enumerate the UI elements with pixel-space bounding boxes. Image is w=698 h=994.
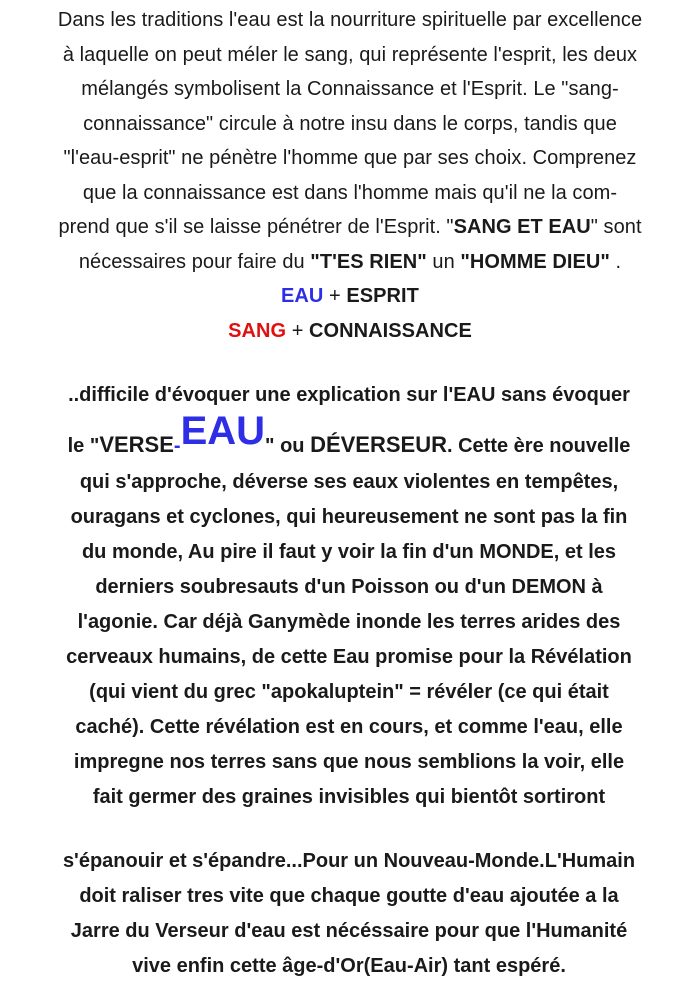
sang-word: SANG	[228, 319, 287, 342]
text-fragment: ou	[274, 435, 311, 457]
text-fragment: le "	[67, 435, 100, 457]
text-fragment: nécessaires pour faire du	[78, 250, 311, 273]
text-line: que la connaissance est dans l'homme mais qu'il ne la com-	[82, 181, 618, 204]
esprit-word: ESPRIT	[346, 285, 419, 307]
verse-eau-line	[2, 409, 696, 465]
text-line: "l'eau-esprit" ne pénètre l'homme que par ses choix. Comprenez	[63, 147, 637, 169]
text-fragment: prend que s'il se laisse pénétrer de l'Esprit. "	[58, 216, 454, 238]
tes-rien-phrase: "T'ES RIEN"	[310, 250, 427, 273]
text-line: du monde, Au pire il faut y voir la fin d'un MONDE, et les	[81, 541, 617, 563]
text-fragment: "	[265, 435, 275, 457]
verseau-paragraph	[2, 378, 696, 815]
text-fragment: " sont	[590, 216, 642, 238]
text-line: vive enfin cette âge-d'Or(Eau-Air) tant espéré.	[132, 955, 566, 977]
text-line: ouragans et cyclones, qui heureusement ne sont pas la fin	[70, 506, 628, 528]
text-line: doit raliser tres vite que chaque goutte d'eau ajoutée a la	[79, 885, 619, 907]
text-line: Dans les traditions l'eau est la nourriture spirituelle par excellence	[57, 9, 643, 31]
plus-sign: +	[323, 285, 347, 307]
homme-dieu-phrase: "HOMME DIEU"	[460, 250, 610, 273]
sang-et-eau-phrase: SANG ET EAU	[453, 216, 591, 238]
text-line: derniers soubresauts d'un Poisson ou d'un DEMON à	[95, 576, 603, 598]
text-line	[6, 245, 694, 280]
text-line: fait germer des graines invisibles qui bientôt sortiront	[92, 786, 606, 808]
text-line: connaissance" circule à notre insu dans le corps, tandis que	[83, 112, 617, 135]
plus-sign: +	[286, 319, 310, 342]
eau-esprit-line	[6, 279, 694, 314]
text-line: mélangés symbolisent la Connaissance et l'Esprit. Le "sang-	[81, 78, 619, 100]
deverseur-word: DÉVERSEUR	[310, 432, 447, 457]
text-line: à laquelle on peut méler le sang, qui représente l'esprit, les deux	[62, 43, 638, 66]
text-line: (qui vient du grec "apokaluptein" = révéler (ce qui était	[89, 681, 609, 703]
intro-paragraph	[6, 3, 694, 348]
eau-word: EAU	[281, 285, 324, 307]
conclusion-paragraph	[2, 844, 696, 984]
dash: -	[173, 435, 181, 457]
text-fragment: .	[609, 250, 622, 273]
connaissance-word: CONNAISSANCE	[309, 319, 472, 342]
text-line	[6, 210, 694, 245]
verse-word: VERSE	[99, 432, 174, 457]
text-line: caché). Cette révélation est en cours, et comme l'eau, elle	[75, 716, 623, 738]
text-fragment: un	[426, 250, 461, 273]
text-line: s'épanouir et s'épandre...Pour un Nouveau-Monde.L'Humain	[62, 850, 636, 872]
text-line: l'agonie. Car déjà Ganymède inonde les terres arides des	[77, 611, 621, 633]
text-line: ..difficile d'évoquer une explication sur l'EAU sans évoquer	[68, 384, 630, 406]
text-line: impregne nos terres sans que nous semblions la voir, elle	[73, 751, 625, 773]
sang-connaissance-line	[6, 314, 694, 349]
text-line: Jarre du Verseur d'eau est nécéssaire pour que l'Humanité	[70, 920, 628, 942]
text-line: qui s'approche, déverse ses eaux violentes en tempêtes,	[79, 471, 619, 493]
text-line: cerveaux humains, de cette Eau promise pour la Révélation	[66, 646, 632, 668]
text-fragment: . Cette ère nouvelle	[446, 435, 631, 457]
big-eau-word: EAU	[180, 409, 266, 453]
